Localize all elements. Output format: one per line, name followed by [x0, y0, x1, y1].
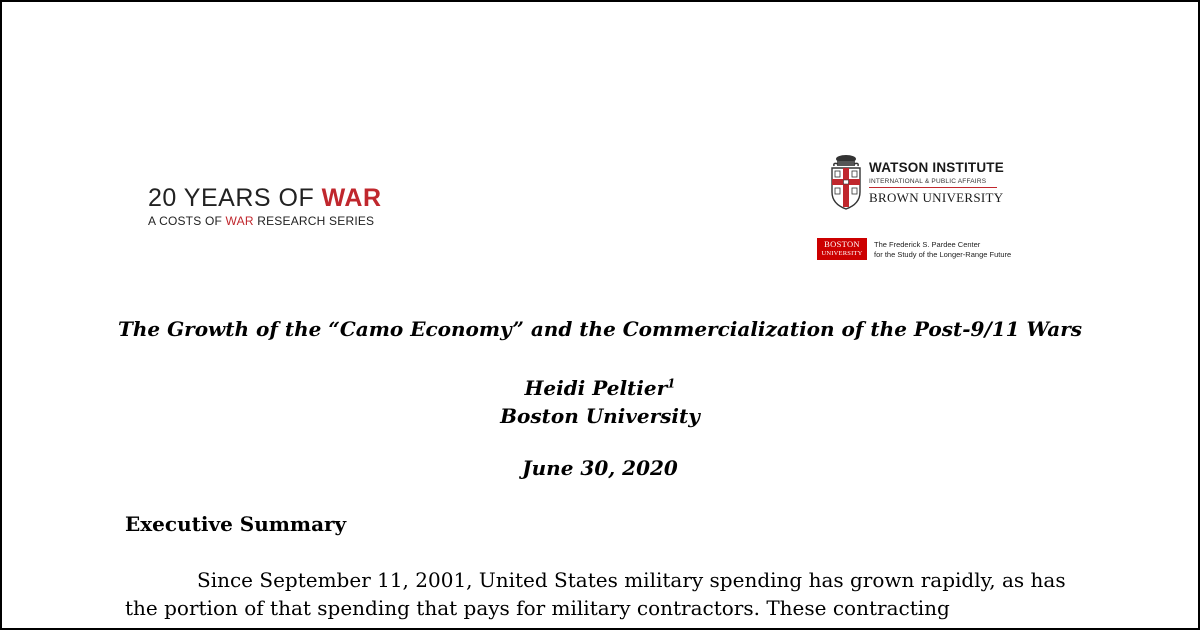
paragraph-line: the portion of that spending that pays for military contractors. These contracting	[125, 596, 950, 620]
bu-badge-line2: UNIVERSITY	[821, 250, 863, 257]
logo-series-war: WAR	[225, 214, 254, 228]
paragraph-line: Since September 11, 2001, United States military spending has grown rapidly, as has	[197, 568, 1066, 592]
body-paragraph	[125, 566, 1066, 622]
author-name-line	[2, 374, 1198, 402]
watson-title: WATSON INSTITUTE	[869, 160, 1004, 175]
document-title: The Growth of the “Camo Economy” and the Commercialization of the Post-9/11 Wars	[117, 317, 1083, 341]
author-name: Heidi Peltier	[524, 376, 668, 400]
pardee-center-text	[874, 240, 1011, 260]
costs-of-war-logo-line2	[148, 214, 382, 228]
watson-divider	[869, 187, 997, 188]
author-affiliation: Boston University	[500, 404, 700, 428]
watson-subtitle: INTERNATIONAL & PUBLIC AFFAIRS	[869, 178, 987, 185]
logo-series-prefix: A COSTS OF	[148, 214, 226, 228]
logo-prefix-text: 20 YEARS OF	[148, 184, 322, 212]
brown-university-label: BROWN UNIVERSITY	[869, 190, 1004, 205]
costs-of-war-logo	[148, 185, 382, 228]
watson-institute-logo	[829, 152, 1019, 214]
logo-war-text: WAR	[321, 184, 382, 212]
document-date: June 30, 2020	[522, 456, 678, 480]
brown-shield-icon	[829, 152, 863, 210]
boston-university-badge	[817, 238, 867, 260]
pardee-text-line1: The Frederick S. Pardee Center	[874, 240, 981, 249]
bu-badge-line1: BOSTON	[824, 239, 860, 249]
pardee-text-line2: for the Study of the Longer-Range Future	[874, 250, 1012, 259]
watson-wordmark	[869, 160, 1004, 206]
author-footnote-marker[interactable]: 1	[667, 376, 676, 391]
author-block	[2, 374, 1198, 430]
section-heading: Executive Summary	[125, 512, 347, 536]
costs-of-war-logo-line1	[148, 185, 382, 211]
logo-series-suffix: RESEARCH SERIES	[253, 214, 375, 228]
